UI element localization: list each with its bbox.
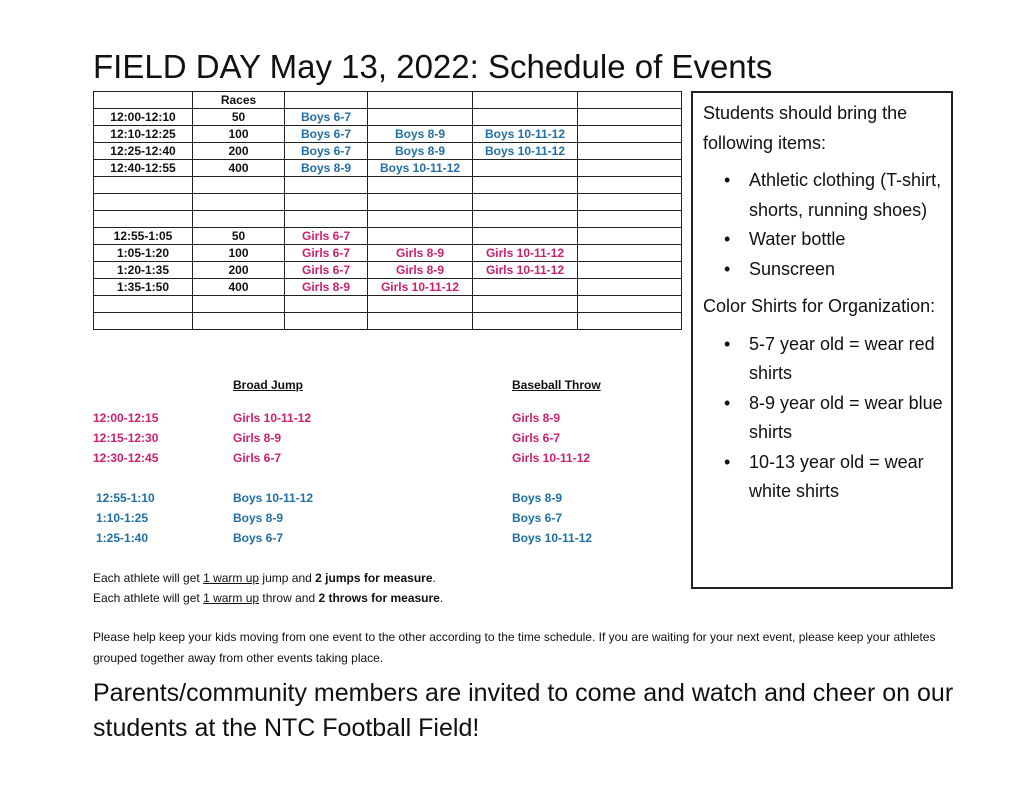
race-group [578, 296, 682, 313]
race-group [285, 296, 368, 313]
table-cell [578, 92, 682, 109]
race-group: Boys 8-9 [285, 160, 368, 177]
race-distance: 50 [193, 109, 285, 126]
race-group [578, 177, 682, 194]
race-group: Boys 8-9 [368, 143, 473, 160]
race-time [94, 177, 193, 194]
baseball-throw-group: Boys 6-7 [512, 511, 563, 525]
baseball-throw-header: Baseball Throw [512, 378, 601, 392]
baseball-throw-group: Girls 6-7 [512, 431, 561, 445]
race-group [578, 313, 682, 330]
race-group [368, 177, 473, 194]
table-row [94, 262, 682, 279]
race-time: 12:25-12:40 [94, 143, 193, 160]
broad-jump-group: Girls 6-7 [233, 451, 282, 465]
race-group [285, 177, 368, 194]
bring-item: • Water bottle [749, 225, 943, 255]
race-group [473, 109, 578, 126]
race-time [94, 313, 193, 330]
race-distance: 200 [193, 262, 285, 279]
race-group [578, 211, 682, 228]
race-group [473, 177, 578, 194]
race-group: Boys 8-9 [368, 126, 473, 143]
race-group: Girls 10-11-12 [473, 245, 578, 262]
race-group [473, 194, 578, 211]
broad-jump-group: Boys 10-11-12 [233, 491, 314, 505]
race-distance: 400 [193, 160, 285, 177]
race-group [473, 160, 578, 177]
race-distance [193, 177, 285, 194]
race-group [285, 211, 368, 228]
table-cell [94, 92, 193, 109]
race-group [368, 313, 473, 330]
shirts-heading: Color Shirts for Organization: [703, 296, 936, 316]
race-group [578, 143, 682, 160]
race-group [368, 211, 473, 228]
race-group: Boys 10-11-12 [473, 126, 578, 143]
race-group [578, 245, 682, 262]
table-cell [473, 92, 578, 109]
broad-jump-group: Girls 10-11-12 [233, 411, 312, 425]
race-time: 1:20-1:35 [94, 262, 193, 279]
bring-item: • Athletic clothing (T-shirt, shorts, running shoes) [749, 166, 943, 225]
race-group [578, 279, 682, 296]
race-group: Girls 8-9 [368, 245, 473, 262]
races-header: Races [193, 92, 285, 109]
field-time: 12:55-1:10 [96, 491, 155, 505]
race-distance [193, 313, 285, 330]
race-group: Boys 6-7 [285, 143, 368, 160]
race-time: 12:40-12:55 [94, 160, 193, 177]
page-title: FIELD DAY May 13, 2022: Schedule of Events [93, 48, 773, 85]
races-header-row [94, 92, 682, 109]
table-row [94, 313, 682, 330]
bring-item: • Sunscreen [749, 255, 943, 285]
race-time: 1:35-1:50 [94, 279, 193, 296]
race-distance: 200 [193, 143, 285, 160]
field-time: 12:15-12:30 [93, 431, 159, 445]
races-table [93, 91, 682, 330]
broad-jump-group: Girls 8-9 [233, 431, 282, 445]
baseball-throw-group: Girls 8-9 [512, 411, 561, 425]
table-row [94, 143, 682, 160]
race-group: Boys 6-7 [285, 109, 368, 126]
race-group [473, 313, 578, 330]
race-group [473, 211, 578, 228]
table-cell [368, 92, 473, 109]
broad-jump-group: Boys 6-7 [233, 531, 284, 545]
table-row [94, 109, 682, 126]
race-time [94, 194, 193, 211]
race-group: Girls 8-9 [285, 279, 368, 296]
broad-jump-group: Boys 8-9 [233, 511, 284, 525]
field-time: 12:00-12:15 [93, 411, 159, 425]
table-cell [285, 92, 368, 109]
bring-items-list [703, 166, 943, 284]
race-time [94, 296, 193, 313]
race-group: Girls 6-7 [285, 228, 368, 245]
race-distance: 100 [193, 245, 285, 262]
race-group [368, 194, 473, 211]
table-row [94, 211, 682, 228]
shirts-list [703, 330, 943, 507]
baseball-throw-group: Girls 10-11-12 [512, 451, 591, 465]
race-group [368, 296, 473, 313]
table-row [94, 194, 682, 211]
race-group: Girls 10-11-12 [473, 262, 578, 279]
table-row [94, 228, 682, 245]
race-distance [193, 296, 285, 313]
race-distance: 400 [193, 279, 285, 296]
race-group: Boys 10-11-12 [473, 143, 578, 160]
race-group [578, 109, 682, 126]
field-time: 1:10-1:25 [96, 511, 149, 525]
table-row [94, 245, 682, 262]
table-row [94, 126, 682, 143]
table-row [94, 296, 682, 313]
field-time: 12:30-12:45 [93, 451, 159, 465]
race-time: 12:10-12:25 [94, 126, 193, 143]
baseball-throw-group: Boys 10-11-12 [512, 531, 593, 545]
race-group: Girls 10-11-12 [368, 279, 473, 296]
field-time: 1:25-1:40 [96, 531, 149, 545]
race-group [473, 296, 578, 313]
race-distance: 100 [193, 126, 285, 143]
broad-jump-header: Broad Jump [233, 378, 304, 392]
baseball-throw-group: Boys 8-9 [512, 491, 563, 505]
race-time: 12:00-12:10 [94, 109, 193, 126]
race-group [285, 194, 368, 211]
race-group [368, 228, 473, 245]
race-group: Boys 10-11-12 [368, 160, 473, 177]
race-group: Girls 6-7 [285, 262, 368, 279]
race-distance [193, 211, 285, 228]
race-group [473, 228, 578, 245]
race-group: Girls 8-9 [368, 262, 473, 279]
race-distance [193, 194, 285, 211]
invite-paragraph: Parents/community members are invited to come and watch and cheer on our students at the NTC Football Field! [93, 679, 954, 742]
table-row [94, 160, 682, 177]
race-group: Boys 6-7 [285, 126, 368, 143]
throw-note: Each athlete will get 1 warm up throw and 2 throws for measure. [93, 591, 444, 605]
bring-items-box [691, 91, 953, 589]
table-row [94, 279, 682, 296]
race-time: 12:55-1:05 [94, 228, 193, 245]
shirt-item: • 8-9 year old = wear blue shirts [749, 389, 943, 448]
race-group [578, 262, 682, 279]
race-group [473, 279, 578, 296]
race-group [578, 194, 682, 211]
race-group [368, 109, 473, 126]
race-group: Girls 6-7 [285, 245, 368, 262]
race-group [578, 228, 682, 245]
shirt-item: • 10-13 year old = wear white shirts [749, 448, 943, 507]
help-paragraph: Please help keep your kids moving from one event to the other according to the time schedule. If you are waiting for your next event, please keep your athletes grouped together away from other events taking place. [93, 630, 936, 665]
race-group [285, 313, 368, 330]
race-time [94, 211, 193, 228]
bring-items-intro: Students should bring the following items: [703, 103, 908, 153]
table-row [94, 177, 682, 194]
jump-note: Each athlete will get 1 warm up jump and 2 jumps for measure. [93, 571, 436, 585]
race-distance: 50 [193, 228, 285, 245]
race-time: 1:05-1:20 [94, 245, 193, 262]
race-group [578, 160, 682, 177]
shirt-item: • 5-7 year old = wear red shirts [749, 330, 943, 389]
race-group [578, 126, 682, 143]
